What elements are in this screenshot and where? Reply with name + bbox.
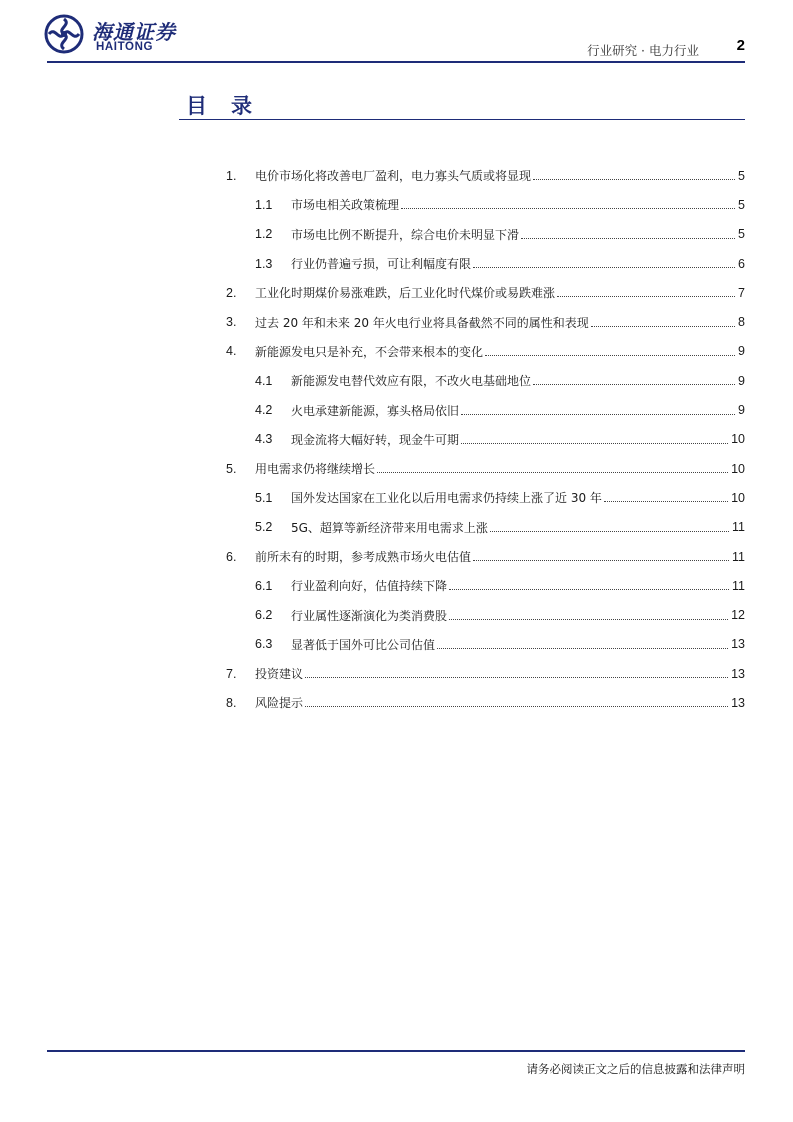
- toc-entry-title: 行业仍普遍亏损，可让利幅度有限: [291, 257, 472, 272]
- toc-entry[interactable]: [226, 366, 745, 395]
- toc-entry-title: 新能源发电替代效应有限，不改火电基础地位: [291, 374, 532, 389]
- toc-entry-number: 6.: [226, 549, 237, 564]
- toc-entry-title: 火电承建新能源，寡头格局依旧: [291, 403, 460, 418]
- toc-dot-leader: [437, 648, 728, 649]
- toc-entry-page: 6: [738, 256, 745, 271]
- toc-entry-title: 电价市场化将改善电厂盈利，电力寡头气质或将显现: [255, 169, 532, 184]
- toc-dot-leader: [377, 472, 728, 473]
- toc-dot-leader: [449, 589, 729, 590]
- toc-entry[interactable]: [226, 190, 745, 219]
- toc-entry-page: 11: [732, 578, 745, 593]
- toc-dot-leader: [449, 619, 728, 620]
- toc-entry-number: 1.: [226, 168, 237, 183]
- toc-entry-number: 6.3: [255, 637, 273, 652]
- toc-entry-number: 3.: [226, 315, 237, 330]
- toc-entry-page: 13: [731, 695, 745, 710]
- toc-entry-page: 9: [738, 373, 745, 388]
- toc-entry[interactable]: [226, 659, 745, 688]
- toc-dot-leader: [473, 267, 735, 268]
- toc-entry[interactable]: [226, 249, 745, 278]
- toc-entry[interactable]: [226, 395, 745, 424]
- toc-entry-page: 7: [738, 285, 745, 300]
- toc-title: 目录: [186, 93, 276, 118]
- toc-entry[interactable]: [226, 278, 745, 307]
- toc-entry-number: 5.2: [255, 520, 273, 535]
- toc-entry[interactable]: [226, 337, 745, 366]
- toc-dot-leader: [461, 414, 735, 415]
- toc-entry-title: 前所未有的时期，参考成熟市场火电估值: [255, 550, 472, 564]
- toc-dot-leader: [591, 326, 735, 327]
- toc-entry-title: 5G、超算等新经济带来用电需求上涨: [291, 520, 488, 535]
- toc-entry-page: 10: [731, 490, 745, 505]
- toc-dot-leader: [533, 179, 735, 180]
- toc-entry-title: 用电需求仍将继续增长: [255, 462, 376, 477]
- toc-entry-page: 10: [731, 432, 745, 447]
- toc-entry-title: 显著低于国外可比公司估值: [291, 637, 436, 652]
- toc-dot-leader: [533, 384, 735, 385]
- page-number: 2: [736, 37, 745, 54]
- toc-entry-number: 1.2: [255, 227, 273, 242]
- toc-entry[interactable]: [226, 425, 745, 454]
- toc-entry[interactable]: [226, 542, 745, 571]
- toc-entry[interactable]: [226, 307, 745, 336]
- logo-chinese-name: 海通证券: [92, 20, 176, 44]
- toc-entry-title: 过去 20 年和未来 20 年火电行业将具备截然不同的属性和表现: [255, 315, 589, 330]
- toc-entry[interactable]: [226, 483, 745, 512]
- toc-entry[interactable]: [226, 630, 745, 659]
- toc-entry-number: 1.3: [255, 256, 273, 271]
- toc-entry-page: 13: [731, 637, 745, 652]
- toc-entry-page: 11: [732, 549, 745, 564]
- toc-dot-leader: [473, 560, 729, 561]
- toc-dot-leader: [485, 355, 735, 356]
- toc-entry-title: 行业盈利向好，估值持续下降: [291, 579, 448, 594]
- toc-entry-number: 4.2: [255, 403, 273, 418]
- toc-entry-number: 8.: [226, 695, 237, 710]
- toc-entry-page: 9: [738, 344, 745, 359]
- toc-dot-leader: [557, 296, 735, 297]
- toc-entry-number: 1.1: [255, 197, 273, 212]
- toc-entry-page: 5: [738, 197, 745, 212]
- footer-divider: [47, 1050, 745, 1052]
- toc-dot-leader: [401, 208, 735, 209]
- toc-entry-number: 4.: [226, 344, 237, 359]
- toc-entry[interactable]: [226, 571, 745, 600]
- table-of-contents: [226, 161, 745, 718]
- toc-entry-number: 4.3: [255, 432, 273, 447]
- toc-entry-title: 投资建议: [255, 667, 304, 682]
- toc-dot-leader: [604, 501, 728, 502]
- toc-entry-title: 市场电相关政策梳理: [291, 198, 400, 213]
- toc-entry-page: 11: [732, 520, 745, 535]
- toc-entry[interactable]: [226, 513, 745, 542]
- toc-dot-leader: [461, 443, 728, 444]
- toc-entry[interactable]: [226, 600, 745, 629]
- toc-entry-title: 工业化时期煤价易涨难跌，后工业化时代煤价或易跌难涨: [255, 286, 556, 301]
- toc-dot-leader: [305, 677, 728, 678]
- toc-entry-number: 5.1: [255, 490, 273, 505]
- toc-entry[interactable]: [226, 688, 745, 717]
- header-divider: [47, 61, 745, 63]
- toc-entry-title: 风险提示: [255, 696, 304, 711]
- toc-entry-page: 10: [731, 461, 745, 476]
- toc-entry-page: 12: [731, 608, 745, 623]
- toc-entry-title: 新能源发电只是补充，不会带来根本的变化: [255, 344, 484, 359]
- toc-entry-page: 8: [738, 315, 745, 330]
- toc-entry-number: 2.: [226, 285, 237, 300]
- toc-entry-title: 行业属性逐渐演化为类消费股: [291, 608, 448, 623]
- logo-english-name: HAITONG: [96, 41, 154, 53]
- toc-entry-title: 现金流将大幅好转，现金牛可期: [291, 432, 460, 447]
- toc-dot-leader: [521, 238, 735, 239]
- toc-entry-number: 6.1: [255, 578, 273, 593]
- toc-entry-page: 5: [738, 227, 745, 242]
- page-header: [0, 37, 745, 59]
- toc-entry-number: 7.: [226, 666, 237, 681]
- report-section: 行业研究 · 电力行业: [587, 43, 699, 58]
- toc-entry[interactable]: [226, 161, 745, 190]
- toc-entry-number: 4.1: [255, 373, 273, 388]
- toc-entry-title: 国外发达国家在工业化以后用电需求仍持续上涨了近 30 年: [291, 491, 602, 506]
- disclaimer-note: 请务必阅读正文之后的信息披露和法律声明: [526, 1062, 745, 1076]
- toc-entry-page: 13: [731, 666, 745, 681]
- toc-entry[interactable]: [226, 454, 745, 483]
- toc-entry-page: 9: [738, 403, 745, 418]
- toc-entry[interactable]: [226, 220, 745, 249]
- toc-entry-number: 6.2: [255, 608, 273, 623]
- toc-dot-leader: [490, 531, 729, 532]
- toc-dot-leader: [305, 706, 728, 707]
- toc-title-underline: [179, 119, 745, 120]
- toc-entry-page: 5: [738, 168, 745, 183]
- toc-entry-number: 5.: [226, 461, 237, 476]
- toc-entry-title: 市场电比例不断提升，综合电价未明显下滑: [291, 227, 520, 242]
